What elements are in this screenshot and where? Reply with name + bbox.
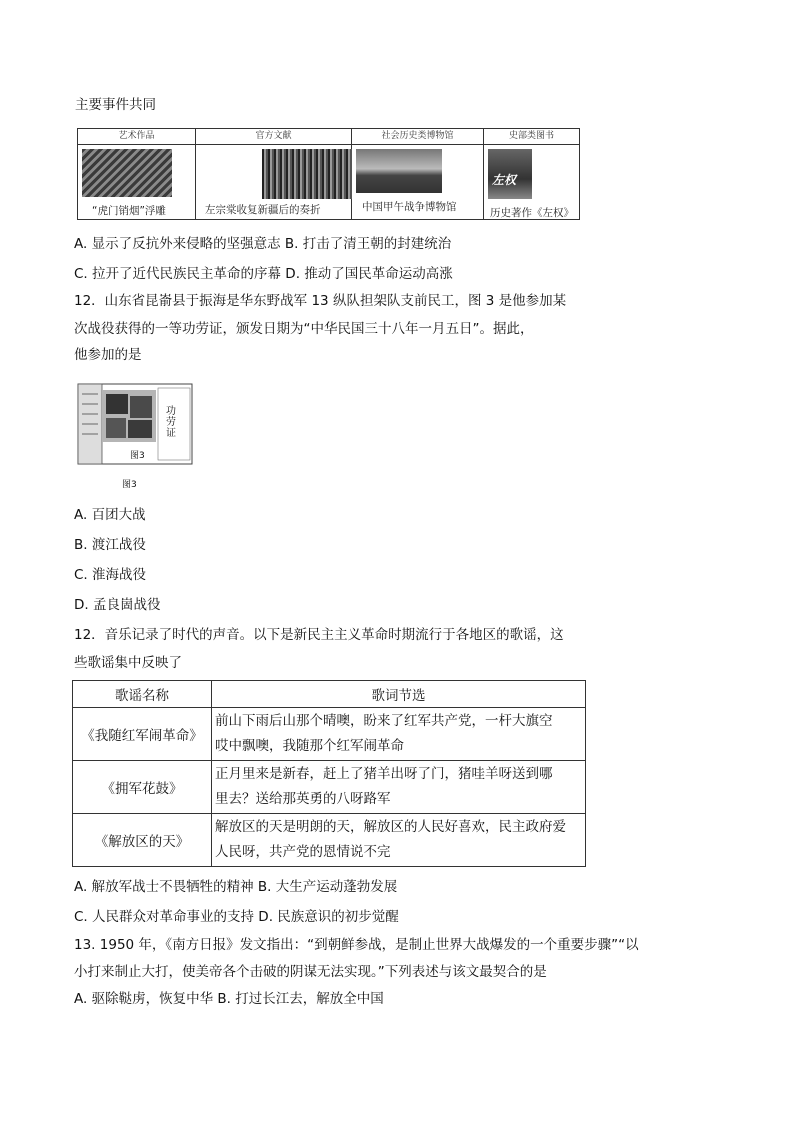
song-lyric xyxy=(212,708,586,761)
answer-option: A. 百团大战 xyxy=(74,507,146,523)
question-text-line: 他参加的是 xyxy=(74,347,142,363)
question-text-line: 小打来制止大打，使美帝各个击破的阴谋无法实现。”下列表述与该文最契合的是 xyxy=(74,964,547,980)
book-cover-image xyxy=(488,149,532,199)
figure-caption: 图3 xyxy=(122,480,137,490)
question-text-line: 些歌谣集中反映了 xyxy=(74,655,182,671)
memorial-document-image xyxy=(262,149,352,199)
answer-options-line: A. 驱除鞑虏，恢复中华 B. 打过长江去，解放全中国 xyxy=(74,991,384,1007)
answer-options-line: C. 人民群众对革命事业的支持 D. 民族意识的初步觉醒 xyxy=(74,909,399,925)
figure-header: 艺术作品 xyxy=(78,129,195,145)
answer-option: B. 渡江战役 xyxy=(74,537,146,553)
song-name: 《我随红军闹革命》 xyxy=(73,708,212,761)
figure-header: 官方文献 xyxy=(196,129,351,145)
figure-caption: 左宗棠收复新疆后的奏折 xyxy=(205,204,321,216)
figure-column-art xyxy=(78,129,196,219)
merit-certificate-figure xyxy=(76,380,194,472)
intro-fragment: 主要事件共同 xyxy=(75,97,156,113)
figure-header: 史部类图书 xyxy=(484,129,579,145)
column-header: 歌谣名称 xyxy=(73,681,212,708)
answer-option: C. 淮海战役 xyxy=(74,567,147,583)
figure-table xyxy=(77,128,580,220)
lyric-line: 哎中飘噢，我随那个红军闹革命 xyxy=(215,738,404,754)
table-row xyxy=(73,708,586,761)
lyric-line: 正月里来是新春，赶上了猪羊出呀了门，猪哇羊呀送到哪 xyxy=(215,766,553,782)
lyric-line: 人民呀，共产党的恩情说不完 xyxy=(215,844,391,860)
song-name: 《拥军花鼓》 xyxy=(73,761,212,814)
answer-option: D. 孟良崮战役 xyxy=(74,597,161,613)
question-text-line: 12．音乐记录了时代的声音。以下是新民主主义革命时期流行于各地区的歌谣，这 xyxy=(74,627,564,643)
humen-relief-image xyxy=(82,149,172,197)
figure-column-museum xyxy=(352,129,484,219)
table-row xyxy=(73,814,586,867)
song-lyric xyxy=(212,761,586,814)
q11-options-line: A. 显示了反抗外来侵略的坚强意志 B. 打击了清王朝的封建统治 xyxy=(74,236,452,252)
figure-caption: “虎门销烟”浮雕 xyxy=(92,205,166,217)
figure-header: 社会历史类博物馆 xyxy=(352,129,483,145)
table-row xyxy=(73,761,586,814)
figure-column-document xyxy=(196,129,352,219)
song-lyric xyxy=(212,814,586,867)
q11-options-line: C. 拉开了近代民族民主革命的序幕 D. 推动了国民革命运动高涨 xyxy=(74,266,453,282)
column-header: 歌词节选 xyxy=(212,681,586,708)
answer-options-line: A. 解放军战士不畏牺牲的精神 B. 大生产运动蓬勃发展 xyxy=(74,879,398,895)
song-name: 《解放区的天》 xyxy=(73,814,212,867)
museum-photo-image xyxy=(356,149,442,193)
question-text-line: 次战役获得的一等功劳证，颁发日期为“中华民国三十八年一月五日”。据此， xyxy=(74,321,534,337)
question-text-line: 12．山东省昆嵛县于振海是华东野战军 13 纵队担架队支前民工，图 3 是他参加某 xyxy=(74,293,567,309)
lyric-line: 解放区的天是明朗的天，解放区的人民好喜欢，民主政府爱 xyxy=(215,819,566,835)
figure-column-book xyxy=(484,129,579,219)
question-text-line: 13. 1950 年，《南方日报》发文指出：“到朝鲜参战，是制止世界大战爆发的一个重要步骤”“以 xyxy=(74,937,639,953)
book-cover-title: 左权 xyxy=(492,173,517,187)
figure-caption: 历史著作《左权》 xyxy=(490,207,574,219)
lyric-line: 里去？送给那英勇的八呀路军 xyxy=(215,791,391,807)
table-header-row xyxy=(73,681,586,708)
figure-caption: 中国甲午战争博物馆 xyxy=(362,201,457,213)
certificate-inner-label: 图3 xyxy=(130,451,145,461)
lyric-line: 前山下雨后山那个晴噢，盼来了红军共产党，一杆大旗空 xyxy=(215,713,553,729)
certificate-side-label: 功劳证 xyxy=(166,406,176,439)
songs-table xyxy=(72,680,586,867)
